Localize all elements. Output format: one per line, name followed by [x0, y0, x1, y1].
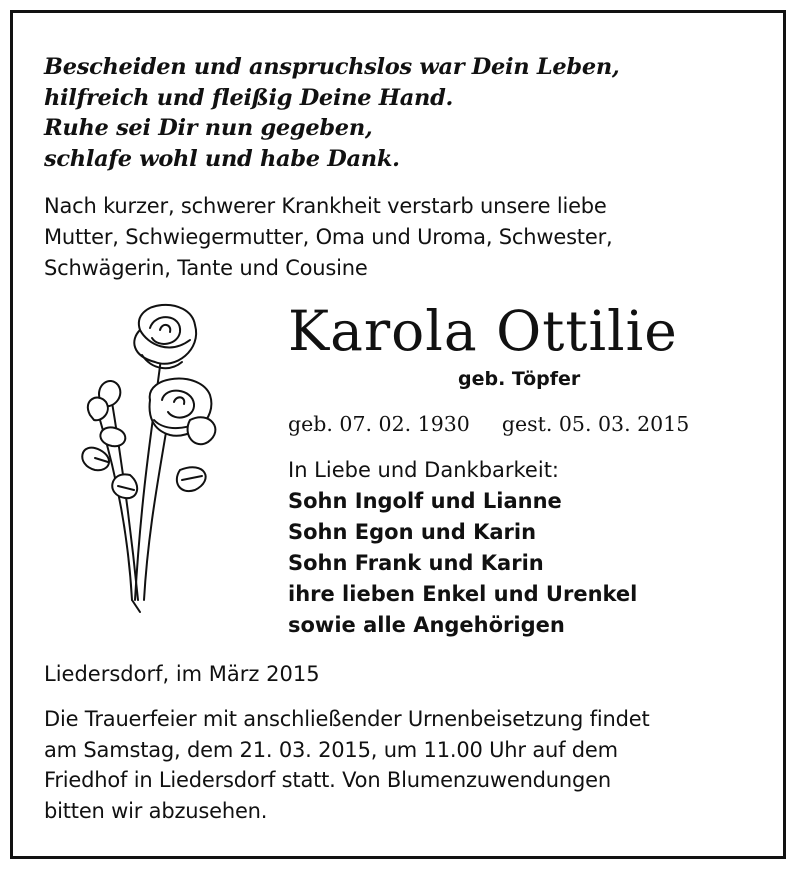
poem-line: Bescheiden und anspruchslos war Dein Leben,	[44, 54, 620, 80]
death-announcement	[44, 191, 764, 284]
death-date: gest. 05. 03. 2015	[501, 412, 690, 436]
announcement-line: Mutter, Schwiegermutter, Oma und Uroma, Schwester,	[44, 225, 613, 249]
mourners-list	[288, 455, 637, 641]
funeral-line: Friedhof in Liedersdorf statt. Von Blumenzuwendungen	[44, 768, 611, 792]
announcement-line: Schwägerin, Tante und Cousine	[44, 256, 368, 280]
birth-date: geb. 07. 02. 1930	[288, 412, 470, 436]
mourners-intro: In Liebe und Dankbarkeit:	[288, 458, 560, 482]
roses-illustration-icon	[70, 300, 230, 620]
funeral-line: bitten wir abzusehen.	[44, 798, 268, 823]
place-date: Liedersdorf, im März 2015	[44, 662, 320, 686]
funeral-info	[44, 704, 650, 826]
deceased-name: Karola Ottilie	[288, 299, 678, 363]
mourner-line: Sohn Egon und Karin	[288, 520, 537, 544]
poem-line: Ruhe sei Dir nun gegeben,	[44, 115, 373, 141]
poem-line: hilfreich und fleißig Deine Hand.	[44, 84, 454, 111]
mourner-line: Sohn Frank und Karin	[288, 551, 544, 575]
birth-name: geb. Töpfer	[458, 368, 581, 390]
announcement-line: Nach kurzer, schwerer Krankheit verstarb unsere liebe	[44, 194, 607, 218]
funeral-line: am Samstag, dem 21. 03. 2015, um 11.00 Uhr auf dem	[44, 737, 618, 762]
poem-verse	[44, 52, 619, 174]
mourner-line: Sohn Ingolf und Lianne	[288, 489, 562, 513]
mourner-line: ihre lieben Enkel und Urenkel	[288, 582, 638, 606]
poem-line: schlafe wohl und habe Dank.	[44, 145, 400, 172]
mourner-line: sowie alle Angehörigen	[288, 613, 565, 637]
funeral-line: Die Trauerfeier mit anschließender Urnenbeisetzung findet	[44, 707, 650, 731]
life-dates	[288, 412, 689, 436]
